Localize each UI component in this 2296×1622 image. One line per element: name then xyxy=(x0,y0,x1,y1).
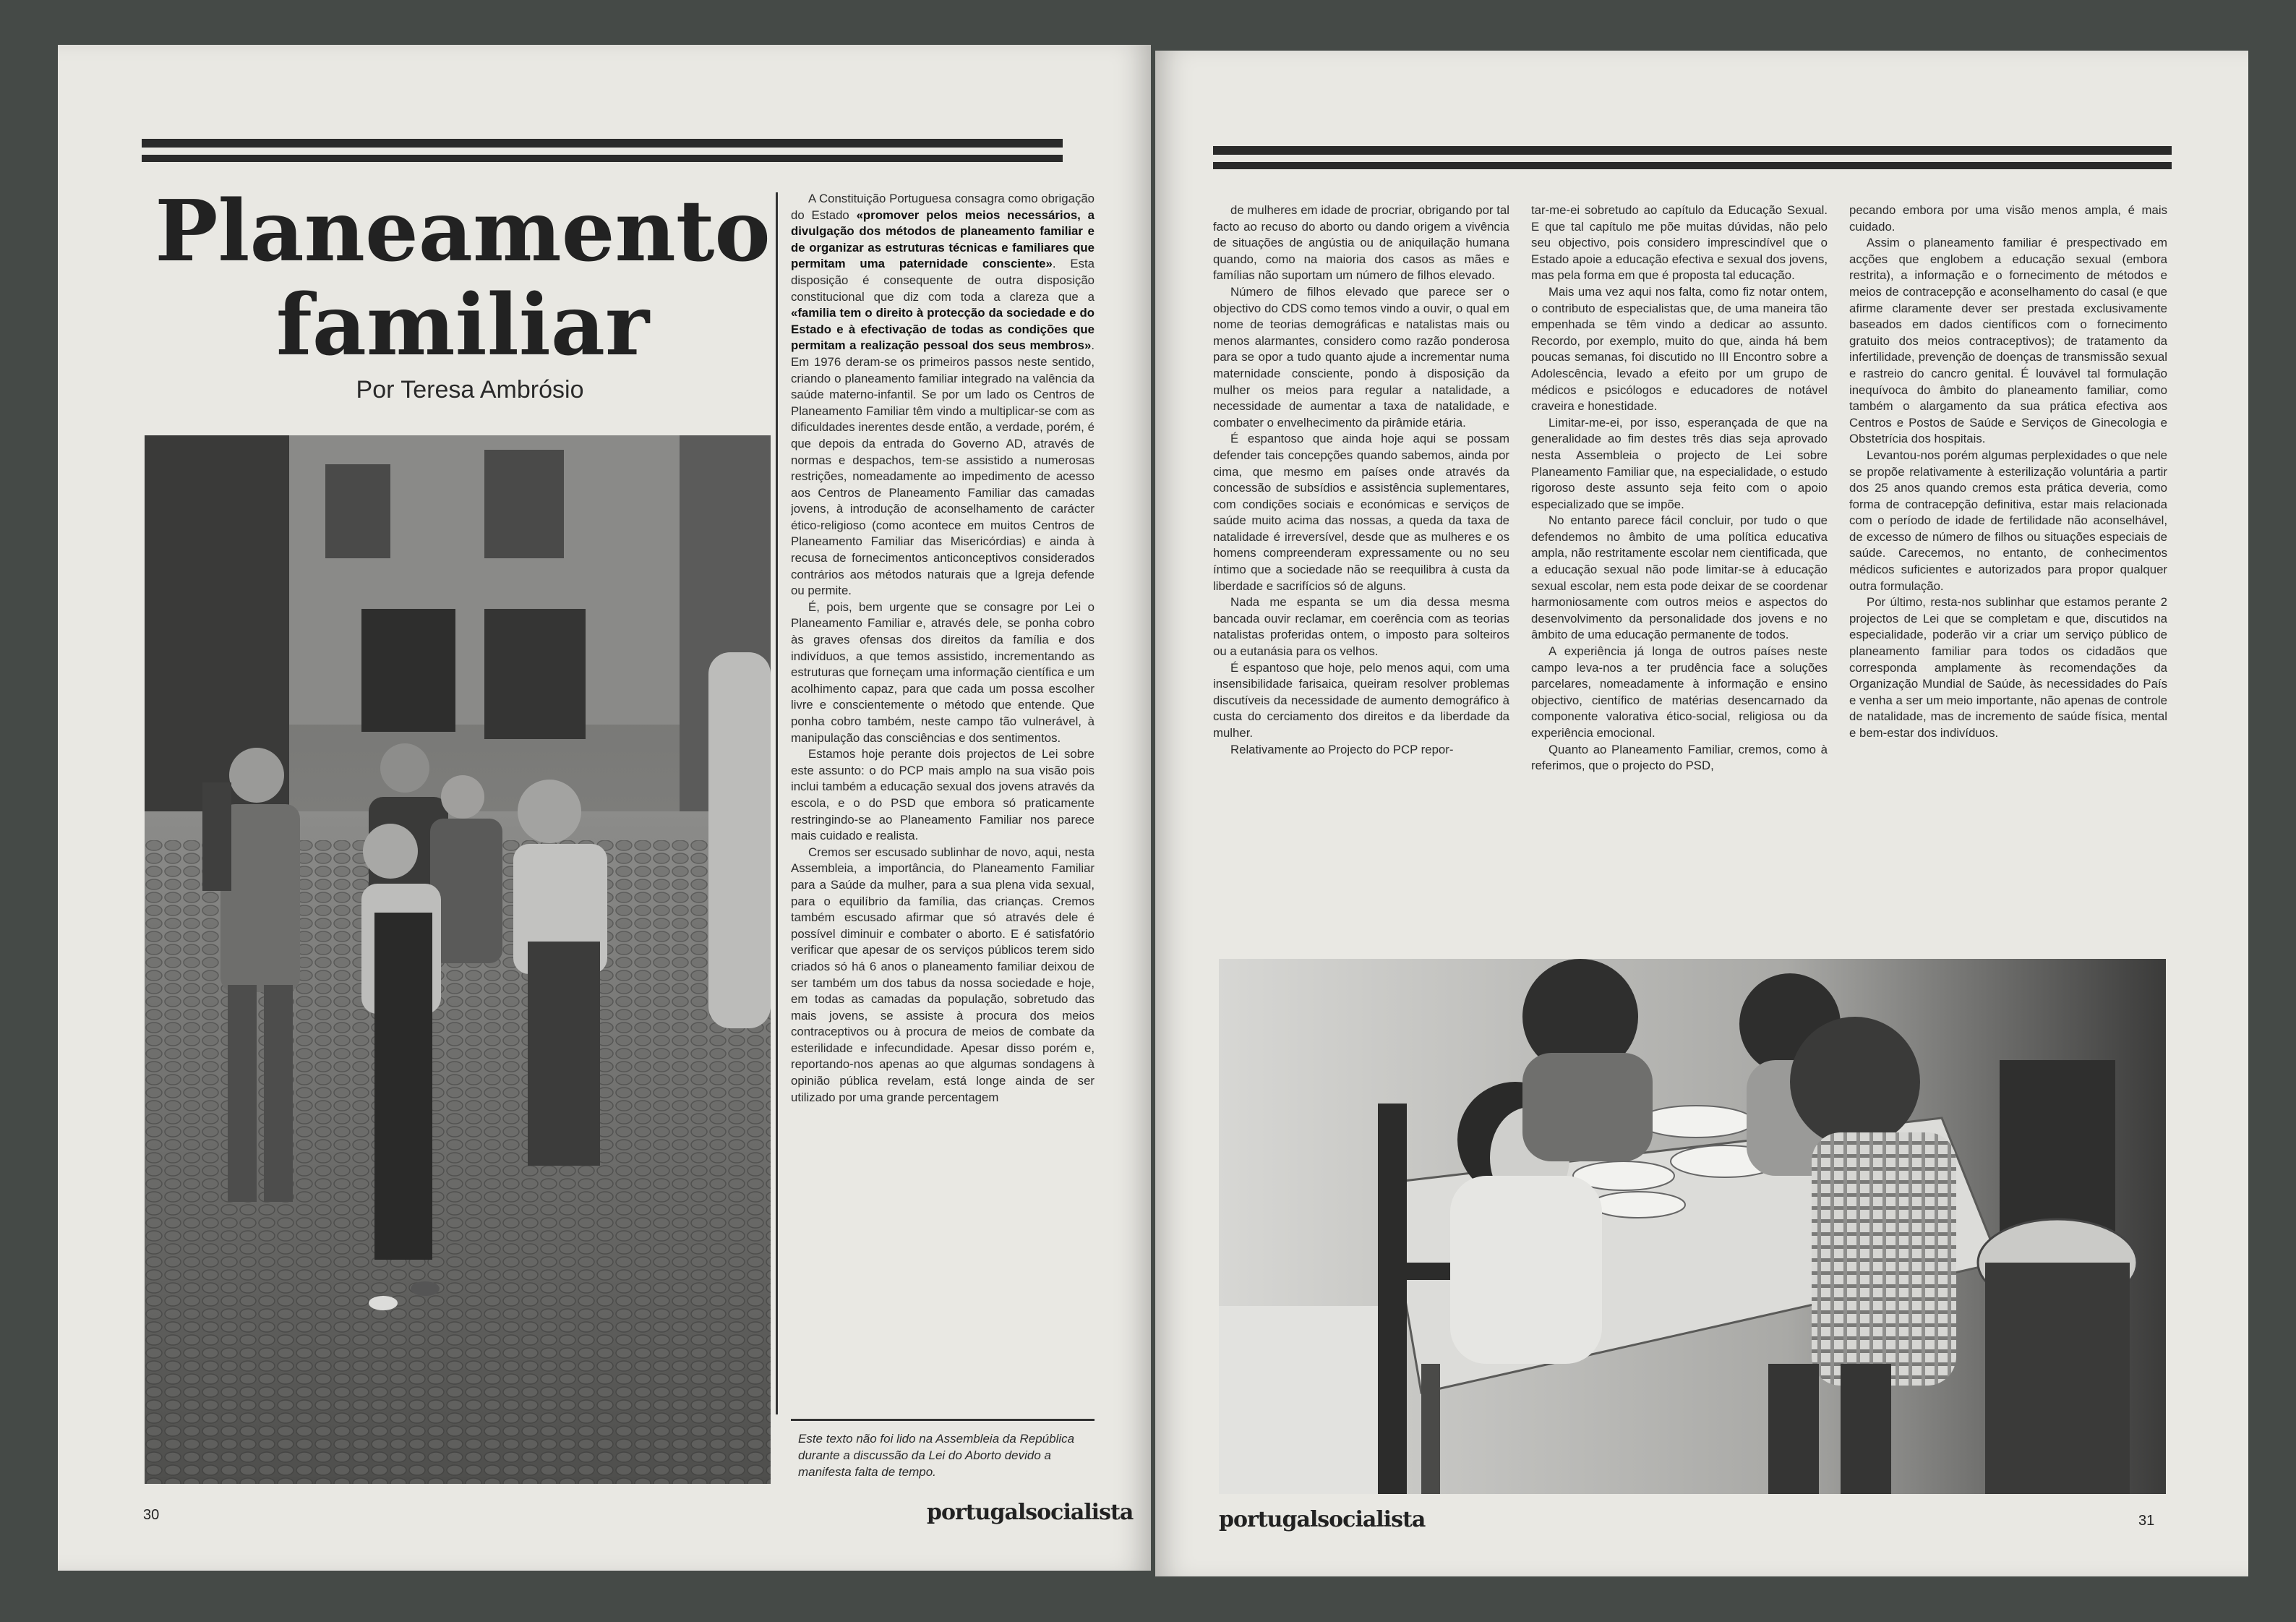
right-page xyxy=(1155,51,2248,1576)
paragraph-text: A Constituição Portuguesa consagra como obrigação do Estado xyxy=(791,192,1095,222)
column-divider xyxy=(776,192,778,1414)
article-title-line2: familiar xyxy=(275,276,650,375)
article-column-2 xyxy=(1531,202,1828,947)
article-paragraph xyxy=(791,191,1095,599)
article-paragraph: de mulheres em idade de procriar, obrigando por tal facto ao recuso do aborto ou dando origem a vivência de situações de angústia ou de aniquilação humana quando, como na maioria dos casos as mães e famílias não suportam um número de filhos elevado. xyxy=(1213,203,1509,283)
article-paragraph: É espantoso que hoje, pelo menos aqui, com uma insensibilidade farisaica, queiram resolver problemas discutíveis da necessidade de aumento demográfico à custa do cerciamento dos direitos e da liberdade da mulher. xyxy=(1213,660,1509,740)
paragraph-text: . Esta disposição é consequente de outra disposição constitucional que diz com toda a clareza que a xyxy=(791,257,1095,304)
bold-quote: «familia tem o direito à protecção da sociedade e do Estado e à efectivação de todas as condições que permitam a realização pessoal dos seus membros» xyxy=(791,306,1095,353)
article-paragraph xyxy=(791,599,1095,746)
article-paragraph xyxy=(791,845,1095,1106)
article-paragraph: Mais uma vez aqui nos falta, como fiz notar ontem, o contributo de especialistas que, de uma maneira tão empenhada se têm vindo a dedicar ao assunto. Recordo, por exemplo, muito do que, ainda há bem poucas semanas, foi discutido no III Encontro sobre a Adolescência, levado a efeito por um grupo de médicos e psicólogos e educadores de notável craveira e honestidade. xyxy=(1531,284,1828,414)
article-paragraph: É espantoso que ainda hoje aqui se possam defender tais concepções quando sabemos, ainda por cima, que mesmo em países onde através da concessão de subsídios e assistência suplementares, com condições sociais e económicas e serviços de saúde muito acima das nossas, a queda da taxa de natalidade é irreversível, desde que as mulheres e os homens compreenderam expressamente ou no seu íntimo que a sociedade não se reequilibra à custa da liberdade e sacrifícios só de alguns. xyxy=(1213,432,1509,593)
article-paragraph: A experiência já longa de outros países neste campo leva-nos a ter prudência face a soluções parcelares, nomeadamente à informação e ensino objectivo, científico de matérias desencarnado da componente valorativa ético-social, religiosa ou da experiência emocional. xyxy=(1531,644,1828,740)
article-paragraph: Relativamente ao Projecto do PCP repor- xyxy=(1230,742,1454,756)
top-rule-1-right xyxy=(1213,146,2172,155)
photo-children-street xyxy=(145,435,771,1484)
article-title-line1: Planeamento xyxy=(155,182,771,281)
editorial-note: Este texto não foi lido na Assembleia da República durante a discussão da Lei do Aborto devido a manifesta falta de tempo. xyxy=(798,1432,1075,1479)
top-rule-1 xyxy=(142,139,1063,148)
paragraph-text: . Em 1976 deram-se os primeiros passos neste sentido, criando o planeamento familiar integrado na valência da saúde materno-infantil. Se por um lado os Centros de Planeamento Familiar têm vindo a multiplicar-se com as dificuldades inerentes desde então, a verdade, porém, é que depois da entrada do Governo AD, através de normas e despachos, tem-se assistido a numerosas restrições, nomeadamente ao impedimento de acesso aos Centros de Planeamento Familiar das camadas jovens, à introdução de aconselhamento de carácter ético-religioso (como acontece em muitos Centros de Planeamento Familiar das Misericórdias) e ainda à recusa de fornecimentos anticonceptivos considerados contrários aos métodos naturais que a Igreja defende ou permite. xyxy=(791,338,1095,598)
article-paragraph: Número de filhos elevado que parece ser o objectivo do CDS como temos vindo a ouvir, o qual em nome de teorias demográficas e natalistas mais ou menos alarmantes, considero como razão ponderosa para se opor a tudo quanto ajude a incrementar numa maternidade consciente, pondo à disposição da mulher os meios para regular a natalidade, a necessidade de aumentar a taxa de natalidade, e combater o envelhecimento da pirâmide etária. xyxy=(1213,284,1509,430)
top-rule-2 xyxy=(142,155,1063,162)
article-paragraph: Quanto ao Planeamento Familiar, cremos, como à referimos, que o projecto do PSD, xyxy=(1531,742,1828,773)
photo-children-eating xyxy=(1219,959,2166,1494)
article-paragraph: pecando embora por uma visão menos ampla, é mais cuidado. xyxy=(1849,203,2167,234)
article-column-3 xyxy=(1849,202,2167,947)
article-paragraph: No entanto parece fácil concluir, por tudo o que defendemos no âmbito de uma política educativa ampla, não restritamente escolar nem cientificada, que a educação sexual não pode limitar-se à educação sexual escolar, nem esta pode deixar de se coordenar harmoniosamente com outros meios e aspectos do desenvolvimento da personalidade dos jovens e no âmbito de uma educação permanente de todos. xyxy=(1531,513,1828,642)
paragraph-text: Cremos ser escusado sublinhar de novo, aqui, nesta Assembleia, a importância, do Planeamento Familiar para a Saúde da mulher, para a sua plena vida sexual, para o equilíbrio da família, das crianças. Cremos também escusado afirmar que só através dele é possível diminuir e combater o aborto. E é satisfatório verificar que apesar de os serviços públicos terem sido criados só há 6 anos o planeamento familiar deixou de ser também um dos tabus da nossa sociedade e hoje, em todas as camadas da população, sobretudo das mais jovens, se assiste à procura dos meios contraceptivos ou à procura de meios de combate da esterilidade e infecundidade. Apesar disso porém e, reportando-nos apenas ao que algumas sondagens à opinião pública revelam, está longe ainda de ser utilizado por uma grande percentagem xyxy=(791,845,1095,1104)
top-rule-2-right xyxy=(1213,162,2172,169)
photo-children-street-image xyxy=(145,435,771,1484)
page-number-right: 31 xyxy=(2138,1513,2155,1529)
article-column xyxy=(791,191,1095,1413)
page-number-left: 30 xyxy=(143,1507,160,1523)
article-paragraph: tar-me-ei sobretudo ao capítulo da Educação Sexual. E que tal capítulo me põe muitas dúvidas, não pelo seu objectivo, pois considero imprescindível que o Estado apoie a educação efectiva e sexual dos jovens, mas pela forma em que é proposta tal educação. xyxy=(1531,203,1828,283)
photo-children-eating-image xyxy=(1219,959,2166,1494)
article-paragraph: Assim o planeamento familiar é prespectivado em acções que englobem a educação sexual (embora restrita), a informação e o fornecimento de métodos e meios de contracepção e aconselhamento do casal (e que afirme claramente dever ser prestada exclusivamente baseados em dados científicos com o fornecimento gratuito dos meios contraceptivos); de tratamento da infertilidade, prevenção de doenças de transmissão sexual e rastreio do cancro genital. É louvável tal formulação inequívoca do âmbito do planeamento familiar, como também o alargamento da sua prática efectiva aos Centros e Postos de Saúde e Serviços de Ginecologia e Obstetrícia dos hospitais. xyxy=(1849,236,2167,446)
paragraph-text: Estamos hoje perante dois projectos de Lei sobre este assunto: o do PCP mais amplo na sua visão pois inclui também a educação sexual dos jovens através da escola, e o do PSD que embora só praticamente restringindo-se ao Planeamento Familiar nos parece mais cuidado e realista. xyxy=(791,747,1095,843)
paragraph-text: É, pois, bem urgente que se consagre por Lei o Planeamento Familiar e, através dele, se ponha cobro às graves ofensas dos direitos da família e dos indivíduos, a que temos assistido, incrementando as estruturas que forneçam uma informação científica e um acolhimento capaz, para que cada um possa escolher livre e conscientemente o método que entende. Que ponha cobro também, neste campo tão vulnerável, à manipulação das consciências e dos sentimentos. xyxy=(791,599,1095,745)
byline: Por Teresa Ambrósio xyxy=(356,376,584,404)
article-paragraph: Por último, resta-nos sublinhar que estamos perante 2 projectos de Lei que se completam e que, discutidos na especialidade, poderão vir a criar um serviço público de planeamento familiar para todos os cidadãos que corresponda amplamente às recomendações da Organização Mundial de Saúde, às necessidades do País e venha a ser um meio importante, não apenas de controle de natalidade, mas de incremento de saúde física, mental e bem-estar dos indivíduos. xyxy=(1849,595,2167,740)
article-paragraph xyxy=(791,746,1095,845)
bold-quote: «promover pelos meios necessários, a divulgação dos métodos de planeamento familiar e de organizar as estruturas técnicas e familiares que permitam uma paternidade consciente» xyxy=(791,208,1095,271)
article-paragraph: Nada me espanta se um dia dessa mesma bancada ouvir reclamar, em coerência com as teorias natalistas proferidas ontem, o imposto para solteiros ou a eutanásia para os velhos. xyxy=(1213,595,1509,659)
article-paragraph: Limitar-me-ei, por isso, esperançada de que na generalidade ao fim destes três dias seja aprovado nesta Assembleia o projecto de Lei sobre Planeamento Familiar que, na especialidade, o estudo rigoroso deste assunto seja feito com o apoio especializado que se impõe. xyxy=(1531,415,1828,511)
masthead-right: portugalsocialista xyxy=(1219,1507,1426,1532)
article-paragraph: Levantou-nos porém algumas perplexidades o que nele se propõe relativamente à esterilização voluntária a partir dos 25 anos quando cremos esta prática deveria, como forma de contracepção definitiva, estar mais relacionada com o período de idade de fertilidade não aconselhável, de excesso de número de filhos ou situações especiais de saúde. Carecemos, no entanto, de conhecimentos médicos suficientes e autorizados para propor qualquer outra formulação. xyxy=(1849,448,2167,593)
left-page xyxy=(58,45,1151,1571)
masthead-left: portugalsocialista xyxy=(927,1500,1134,1525)
article-column-1 xyxy=(1213,202,1509,947)
note-separator xyxy=(791,1419,1095,1421)
